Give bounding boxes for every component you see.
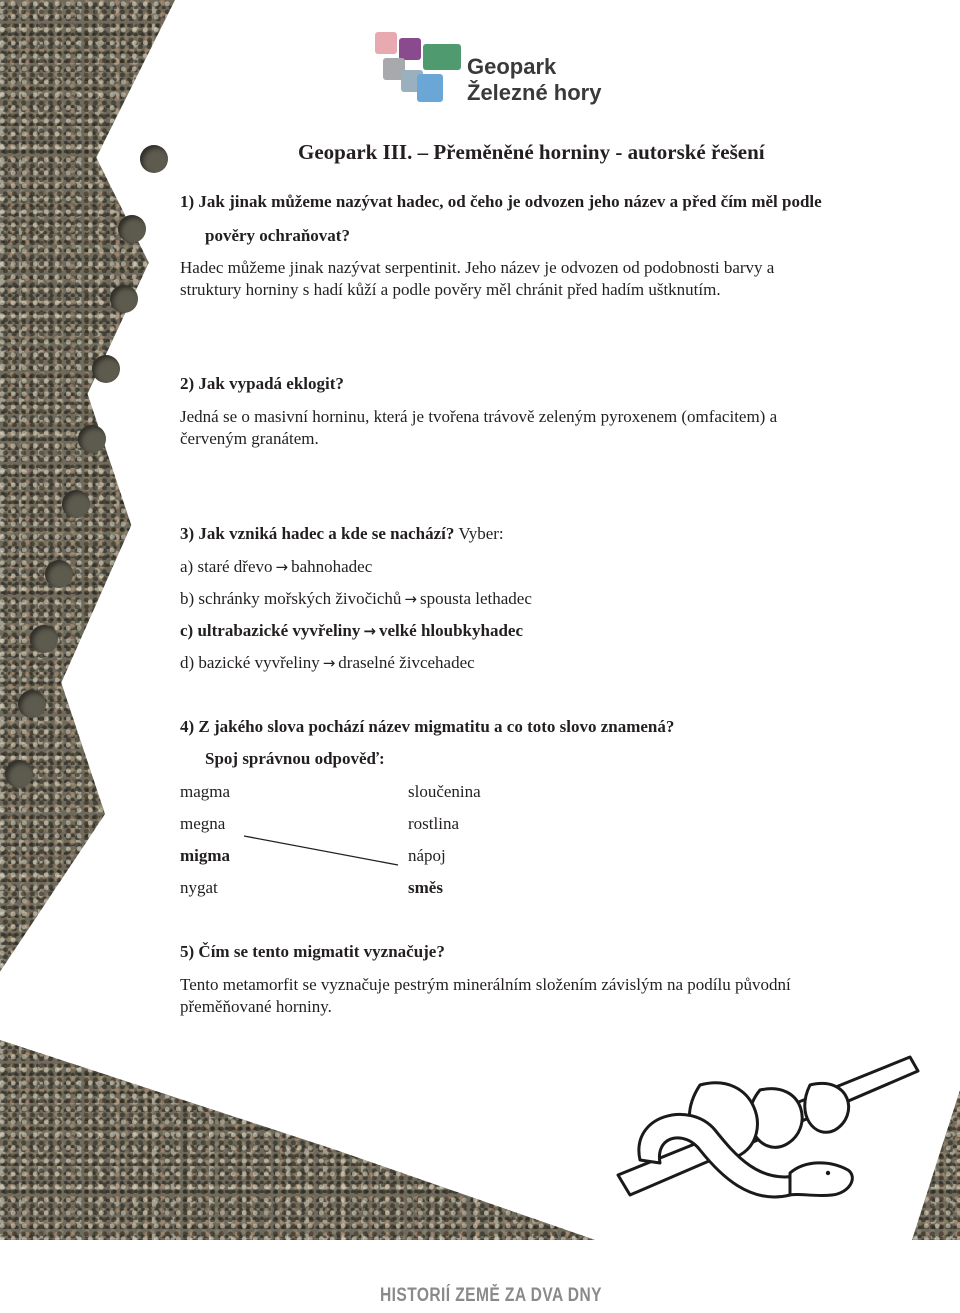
q4-question-line1: 4) Z jakého slova pochází název migmatitu a co toto slovo znamená?	[180, 717, 675, 736]
q4-left-word-correct: migma	[180, 846, 231, 865]
q1-question-line1: 1) Jak jinak můžeme nazývat hadec, od čeho je odvozen jeho název a před čím měl podle	[180, 192, 822, 211]
footer-slogan: HISTORIÍ ZEMĚ ZA DVA DNY	[380, 1285, 602, 1306]
q3-option-a	[180, 557, 372, 577]
q1-answer-line2: struktury horniny s hadí kůží a podle pověry měl chránit před hadím uštknutím.	[180, 280, 721, 299]
q4-connector-line	[240, 830, 405, 870]
q3-question-bold: 3) Jak vzniká hadec a kde se nachází?	[180, 524, 455, 543]
arrow-right-icon: →	[363, 622, 376, 640]
logo-tile	[417, 74, 443, 102]
q5-question: 5) Čím se tento migmatit vyznačuje?	[180, 942, 445, 961]
q3-option-c-selected	[180, 621, 523, 641]
q3-question	[180, 524, 504, 544]
q3-option-right: bahnohadec	[291, 557, 373, 576]
q4-right-word-correct: směs	[408, 878, 443, 897]
q3-option-right: velké hloubkyhadec	[378, 621, 523, 640]
q4-right-word: nápoj	[408, 846, 446, 865]
arrow-right-icon: →	[275, 558, 289, 576]
q3-option-d	[180, 653, 475, 673]
q2-answer-line1: Jedná se o masivní horninu, která je tvořena trávově zeleným pyroxenem (omfacitem) a	[180, 407, 778, 426]
logo-line1: Geopark	[467, 54, 557, 79]
q2-question: 2) Jak vypadá eklogit?	[180, 374, 344, 393]
q3-question-rest: Vyber:	[454, 524, 504, 543]
q3-option-left: c) ultrabazické vyvřeliny	[180, 621, 361, 640]
q3-option-right: draselné živcehadec	[338, 653, 475, 672]
q1-question-line2: pověry ochraňovat?	[205, 226, 350, 245]
q2-answer-line2: červeným granátem.	[180, 429, 319, 448]
q3-option-left: b) schránky mořských živočichů	[180, 589, 402, 608]
q4-left-word: magma	[180, 782, 231, 801]
page-title: Geopark III. – Přeměněné horniny - autorské řešení	[298, 140, 765, 164]
q4-left-word: megna	[180, 814, 226, 833]
arrow-right-icon: →	[404, 590, 417, 608]
snake-on-stick-icon	[600, 1045, 930, 1215]
logo-tile	[375, 32, 397, 54]
arrow-right-icon: →	[322, 654, 336, 672]
q3-option-right: spousta lethadec	[420, 589, 532, 608]
q4-left-word: nygat	[180, 878, 218, 897]
q1-answer-line1: Hadec můžeme jinak nazývat serpentinit. Jeho název je odvozen od podobnosti barvy a	[180, 258, 775, 277]
logo-text	[467, 54, 601, 106]
q3-option-left: d) bazické vyvřeliny	[180, 653, 320, 672]
q4-question-line2: Spoj správnou odpověď:	[205, 749, 385, 768]
logo-tile	[423, 44, 461, 70]
logo-tile	[399, 38, 421, 60]
q5-answer-line1: Tento metamorfit se vyznačuje pestrým minerálním složením závislým na podílu původní	[180, 975, 791, 994]
q5-answer-line2: přeměňované horniny.	[180, 997, 332, 1016]
geopark-logo	[375, 30, 615, 110]
q3-option-left: a) staré dřevo	[180, 557, 273, 576]
q3-option-b	[180, 589, 532, 609]
logo-line2: Železné hory	[467, 80, 602, 105]
q4-right-word: sloučenina	[408, 782, 481, 801]
q4-right-word: rostlina	[408, 814, 459, 833]
